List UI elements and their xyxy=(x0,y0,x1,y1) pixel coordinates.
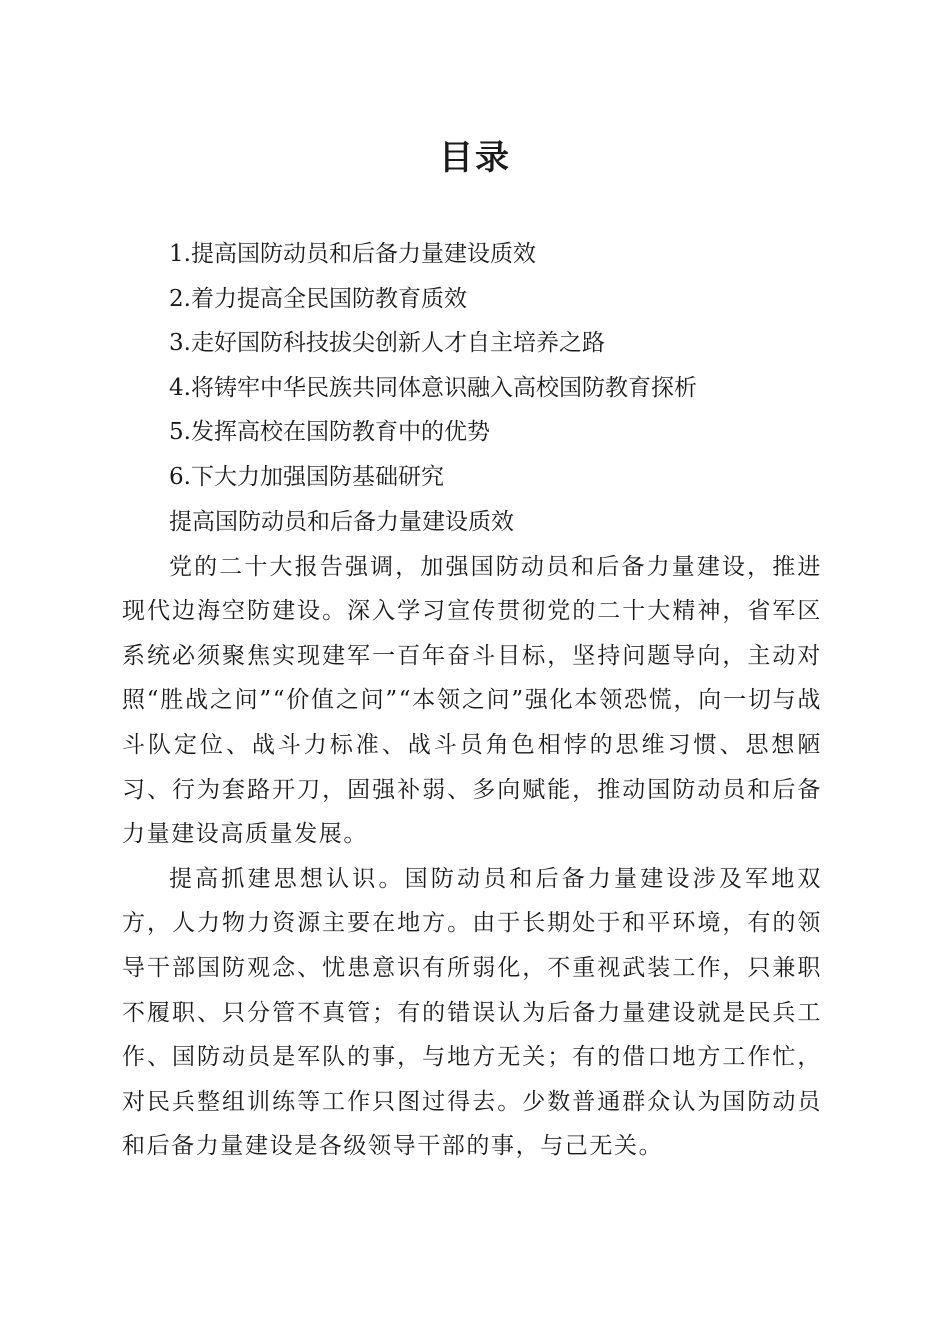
toc-item: 5.发挥高校在国防教育中的优势 xyxy=(169,419,490,446)
toc-item: 4.将铸牢中华民族共同体意识融入高校国防教育探析 xyxy=(169,374,697,401)
toc-item: 2.着力提高全民国防教育质效 xyxy=(169,285,467,312)
page-title: 目录 xyxy=(439,138,511,178)
toc-item: 3.走好国防科技拔尖创新人才自主培养之路 xyxy=(169,330,605,357)
paragraph: 提高抓建思想认识。国防动员和后备力量建设涉及军地双方，人力物力资源主要在地方。由于长期处于和平环境，有的领导干部国防观念、忧患意识有所弱化，不重视武装工作，只兼职不履职、只分管不真管；有的错误认为后备力量建设就是民兵工作、国防动员是军队的事，与地方无关；有的借口地方工作忙，对民兵整组训练等工作只图过得去。少数普通群众认为国防动员和后备力量建设是各级领导干部的事，与己无关。 xyxy=(122,865,822,1160)
section-heading: 提高国防动员和后备力量建设质效 xyxy=(169,509,514,535)
toc-item: 1.提高国防动员和后备力量建设质效 xyxy=(169,241,536,267)
table-of-contents xyxy=(169,232,849,500)
paragraph: 党的二十大报告强调，加强国防动员和后备力量建设，推进现代边海空防建设。深入学习宣传贯彻党的二十大精神，省军区系统必须聚焦实现建军一百年奋斗目标，坚持问题导向，主动对照“胜战之问”“价值之问”“本领之问”强化本领恐慌，向一切与战斗队定位、战斗力标准、战斗员角色相悖的思维习惯、思想陋习、行为套路开刀，固强补弱、多向赋能，推动国防动员和后备力量建设高质量发展。 xyxy=(122,553,822,848)
toc-item: 6.下大力加强国防基础研究 xyxy=(169,463,444,490)
document-body xyxy=(122,500,822,1169)
